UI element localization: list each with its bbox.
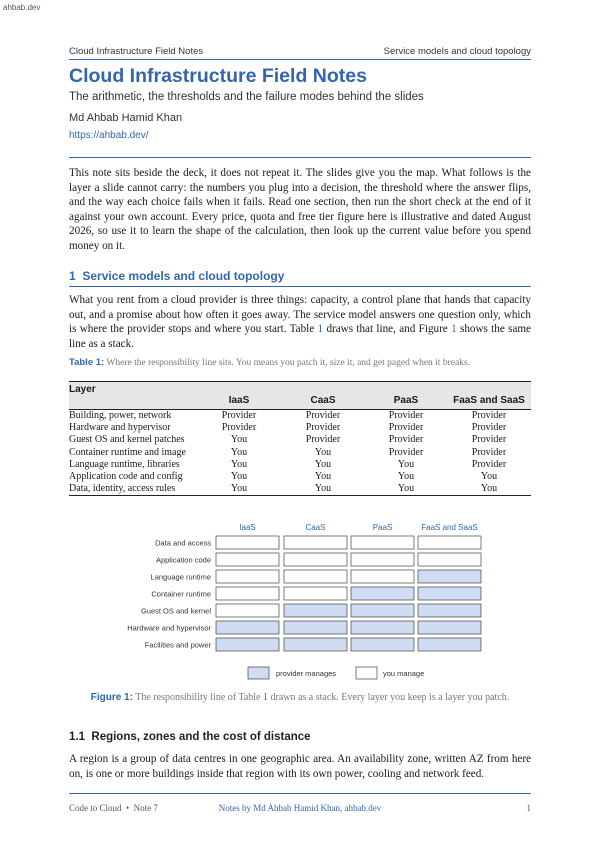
- stack-row-label: Application code: [155, 555, 211, 565]
- table-cell: You: [230, 446, 248, 458]
- running-header-left: Cloud Infrastructure Field Notes: [69, 46, 204, 57]
- provider-managed-cell: [351, 638, 414, 651]
- intro-paragraph: This note sits beside the deck, it does not repeat it. The slides give you the map. What follows is the layer a slide cannot carry: the numbers you plug into a decision, the threshold where the answer flips, and the way each choice fails when it fails. Read one section, then run the short check at the end of it against your own account. Every price, quota and free tier figure here is illustrative and dated August 2026, so use it to learn the shape of the calculation, then look up the current value before you spend money on it.: [69, 167, 531, 252]
- provider-managed-cell: [216, 638, 279, 651]
- you-managed-cell: [351, 570, 414, 583]
- table-row: [69, 483, 531, 496]
- table-row-label: Building, power, network: [69, 410, 172, 421]
- document-title: Cloud Infrastructure Field Notes: [69, 65, 367, 87]
- para-text: draws that line, and Figure: [323, 323, 452, 335]
- legend-you-swatch: [356, 667, 377, 679]
- table-cell: Provider: [388, 434, 424, 446]
- stack-row-label: Data and access: [155, 538, 211, 548]
- stack-row-label: Container runtime: [151, 589, 211, 599]
- figure-ref-link[interactable]: 1: [451, 323, 457, 335]
- table-cell: You: [480, 471, 498, 483]
- table-row-label: Guest OS and kernel patches: [69, 434, 185, 446]
- table-column-header: IaaS: [197, 395, 281, 410]
- subsection-paragraph: A region is a group of data centres in one geographic area. An availability zone, written AZ from here on, is one or more buildings inside that region with its own power, cooling and network feed.: [69, 753, 531, 780]
- provider-managed-cell: [284, 621, 347, 634]
- you-managed-cell: [284, 553, 347, 566]
- table-cell: You: [230, 458, 248, 470]
- table-layer-header: Layer: [69, 382, 531, 396]
- stack-column-header: PaaS: [372, 523, 393, 532]
- table-row: [69, 410, 531, 423]
- you-managed-cell: [216, 587, 279, 600]
- stack-column-header: IaaS: [239, 523, 256, 532]
- you-managed-cell: [284, 587, 347, 600]
- footer-note: Note 7: [133, 803, 158, 813]
- table-cell: Provider: [388, 446, 424, 458]
- provider-managed-cell: [216, 621, 279, 634]
- header-rule: [69, 59, 531, 60]
- table-cell: You: [281, 483, 365, 496]
- you-managed-cell: [351, 536, 414, 549]
- subsection-title: Regions, zones and the cost of distance: [91, 731, 311, 743]
- table-row: [69, 471, 531, 483]
- footer-rule: [69, 793, 531, 794]
- provider-managed-cell: [351, 604, 414, 617]
- section-heading: [69, 269, 284, 283]
- figure-caption-label: Figure 1:: [90, 692, 133, 703]
- legend-provider-swatch: [248, 667, 269, 679]
- section-paragraph: [69, 293, 531, 351]
- you-managed-cell: [216, 553, 279, 566]
- you-managed-cell: [216, 536, 279, 549]
- provider-managed-cell: [418, 570, 481, 583]
- section-title: Service models and cloud topology: [82, 269, 285, 283]
- table-cell: Provider: [221, 422, 257, 434]
- footer-bullet: •: [126, 803, 130, 813]
- stack-row-label: Hardware and hypervisor: [127, 623, 211, 633]
- table-cell: Provider: [471, 410, 507, 421]
- provider-managed-cell: [418, 587, 481, 600]
- provider-managed-cell: [284, 638, 347, 651]
- section-rule: [69, 286, 531, 287]
- provider-managed-cell: [418, 638, 481, 651]
- author-name: Md Ahbab Hamid Khan: [69, 112, 183, 124]
- para-text: What you rent from a cloud provider is three things: capacity, a control plane that hands that capacity out, and a promise about how often it goes away. The service model answers one question only, which is where the provider stops and where you start. Table: [69, 294, 531, 335]
- page-number: 1: [526, 803, 531, 813]
- watermark: ahbab.dev: [3, 3, 41, 12]
- you-managed-cell: [418, 536, 481, 549]
- table-cell: You: [314, 446, 332, 458]
- table-caption: [69, 357, 531, 368]
- table-cell: You: [397, 458, 415, 470]
- table-row-label: Application code and config: [69, 471, 183, 483]
- table-cell: Provider: [388, 422, 424, 434]
- document-subtitle: The arithmetic, the thresholds and the failure modes behind the slides: [69, 91, 424, 103]
- legend-you-label: you manage: [383, 669, 425, 678]
- table-cell: You: [314, 471, 332, 483]
- subsection-number: 1.1: [69, 731, 85, 743]
- table-cell: You: [314, 458, 332, 470]
- table-row: [69, 459, 531, 471]
- table-cell: Provider: [221, 410, 257, 421]
- legend-provider-label: provider manages: [276, 669, 337, 678]
- stack-row-label: Guest OS and kernel: [140, 606, 211, 616]
- footer-course: Code to Cloud: [69, 803, 122, 813]
- table-column-header: PaaS: [365, 395, 447, 410]
- table-row-label: Hardware and hypervisor: [69, 422, 171, 434]
- figure-caption-text: The responsibility line of Table: [135, 692, 263, 703]
- provider-managed-cell: [351, 587, 414, 600]
- subsection-heading: [69, 731, 311, 743]
- title-rule: [69, 157, 531, 158]
- stack-row-label: Facilities and power: [144, 640, 211, 650]
- footer-credit: Notes by Md Ahbab Hamid Khan, ahbab.dev: [218, 803, 382, 813]
- table-cell: You: [365, 483, 447, 496]
- table-cell: Provider: [471, 434, 507, 446]
- figure-caption: [69, 692, 531, 703]
- table-row-label: Container runtime and image: [69, 446, 186, 458]
- table-cell: You: [397, 471, 415, 483]
- table-ref-link[interactable]: 1: [317, 323, 324, 335]
- responsibility-stack-figure: [0, 515, 600, 685]
- table-row: [69, 422, 531, 434]
- stack-row-label: Language runtime: [150, 572, 211, 582]
- table-cell: You: [447, 483, 531, 496]
- table-column-header: FaaS and SaaS: [447, 395, 531, 410]
- table-cell: Provider: [388, 410, 424, 421]
- you-managed-cell: [418, 553, 481, 566]
- table-cell: Provider: [471, 458, 507, 470]
- table-cell: You: [230, 471, 248, 483]
- table-cell: Provider: [305, 422, 341, 434]
- table-column-header: CaaS: [281, 395, 365, 410]
- table-caption-label: Table 1:: [69, 357, 105, 368]
- author-link[interactable]: https://ahbab.dev/: [69, 130, 149, 141]
- table-ref-link[interactable]: 1: [262, 692, 268, 703]
- table-cell: Provider: [305, 410, 341, 421]
- stack-column-header: FaaS and SaaS: [421, 523, 478, 532]
- you-managed-cell: [284, 536, 347, 549]
- table-cell: You: [197, 483, 281, 496]
- table-header-row: [69, 395, 531, 410]
- table-caption-text: Where the responsibility line sits. You means you patch it, size it, and get paged when it breaks.: [106, 358, 470, 368]
- figure-caption-text: drawn as a stack. Every layer you keep is a layer you patch.: [267, 692, 510, 703]
- table-cell: You: [230, 434, 248, 446]
- provider-managed-cell: [351, 621, 414, 634]
- table-cell: Provider: [471, 446, 507, 458]
- table-row: [69, 447, 531, 459]
- provider-managed-cell: [418, 604, 481, 617]
- section-number: 1: [69, 269, 76, 283]
- table-row: [69, 434, 531, 446]
- you-managed-cell: [216, 604, 279, 617]
- running-header-right: Service models and cloud topology: [383, 46, 531, 57]
- you-managed-cell: [284, 570, 347, 583]
- provider-managed-cell: [418, 621, 481, 634]
- table-body: [69, 410, 531, 496]
- table-cell: Provider: [305, 434, 341, 446]
- table-cell: Provider: [471, 422, 507, 434]
- you-managed-cell: [216, 570, 279, 583]
- responsibility-table: [69, 381, 531, 496]
- para-text: shows the same line as a stack.: [69, 323, 531, 350]
- provider-managed-cell: [284, 604, 347, 617]
- table-row-label: Language runtime, libraries: [69, 458, 180, 470]
- you-managed-cell: [351, 553, 414, 566]
- table-row-label: Data, identity, access rules: [69, 483, 197, 496]
- stack-column-header: CaaS: [305, 523, 326, 532]
